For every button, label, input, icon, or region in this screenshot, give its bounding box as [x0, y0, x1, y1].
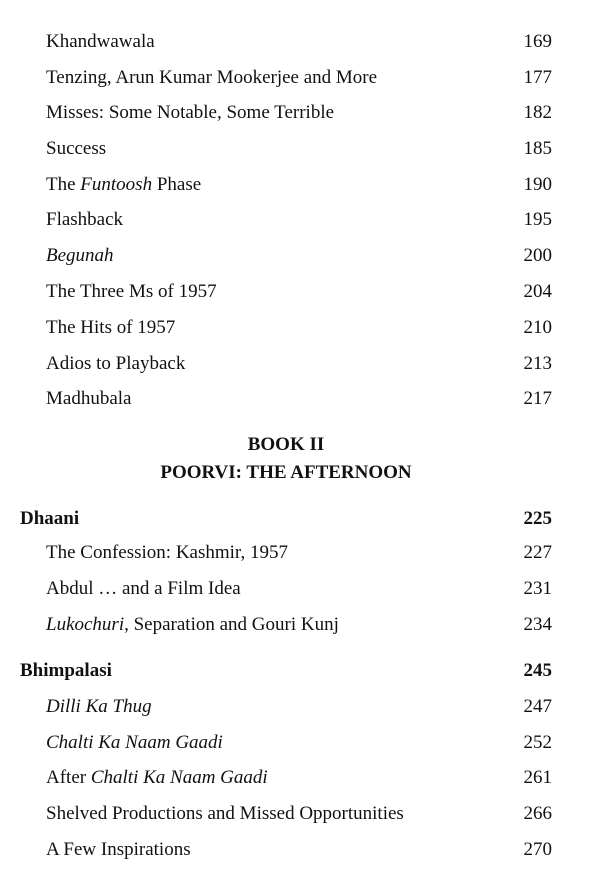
book-heading: BOOK II — [247, 434, 325, 455]
entry-title: Adios to Playback — [46, 353, 186, 374]
entry-page-number: 213 — [523, 353, 552, 374]
entry-page-number: 231 — [523, 578, 552, 599]
toc-entry — [0, 170, 600, 200]
entry-page-number: 252 — [523, 732, 552, 753]
toc-entry — [0, 63, 600, 93]
italic-film-title: Funtoosh — [80, 174, 153, 195]
toc-entry — [0, 241, 600, 271]
toc-entry — [0, 98, 600, 128]
entry-page-number: 247 — [523, 696, 552, 717]
entry-title: Abdul … and a Film Idea — [46, 578, 241, 599]
entry-title: Shelved Productions and Missed Opportunities — [46, 803, 404, 824]
toc-entry — [0, 538, 600, 568]
entry-title: Begunah — [46, 245, 114, 266]
entry-page-number: 266 — [523, 803, 552, 824]
entry-page-number: 270 — [523, 839, 552, 860]
entry-title: After Chalti Ka Naam Gaadi — [46, 767, 268, 788]
entry-title: The Funtoosh Phase — [46, 174, 202, 195]
entry-title: Lukochuri, Separation and Gouri Kunj — [46, 614, 339, 635]
entry-page-number: 261 — [523, 767, 552, 788]
section-heading-dhaani — [0, 504, 600, 534]
italic-film-title: Chalti Ka Naam Gaadi — [90, 767, 268, 788]
section-title: Bhimpalasi — [20, 660, 112, 681]
section-title: Dhaani — [20, 508, 80, 529]
toc-entry — [0, 134, 600, 164]
toc-entry — [0, 574, 600, 604]
toc-entry — [0, 610, 600, 640]
entry-page-number: 195 — [523, 209, 552, 230]
entry-page-number: 234 — [523, 614, 552, 635]
entry-page-number: 177 — [523, 67, 552, 88]
section-page-number: 245 — [523, 660, 552, 681]
entry-page-number: 217 — [523, 388, 552, 409]
toc-entry — [0, 384, 600, 414]
toc-entry — [0, 27, 600, 57]
entry-page-number: 185 — [523, 138, 552, 159]
entry-title: A Few Inspirations — [46, 839, 191, 860]
toc-entry — [0, 799, 600, 829]
entry-page-number: 200 — [523, 245, 552, 266]
entry-title: Madhubala — [46, 388, 132, 409]
entry-page-number: 190 — [523, 174, 552, 195]
toc-entry — [0, 277, 600, 307]
entry-page-number: 227 — [523, 542, 552, 563]
book-subheading: POORVI: THE AFTERNOON — [160, 462, 412, 483]
entry-page-number: 204 — [523, 281, 552, 302]
toc-entry — [0, 728, 600, 758]
toc-entry — [0, 763, 600, 793]
entry-title: Khandwawala — [46, 31, 155, 52]
section-page-number: 225 — [523, 508, 552, 529]
toc-entry — [0, 692, 600, 722]
entry-title: Flashback — [46, 209, 124, 230]
toc-entry — [0, 313, 600, 343]
toc-entry — [0, 835, 600, 865]
toc-entry — [0, 349, 600, 379]
entry-title: The Hits of 1957 — [46, 317, 176, 338]
entry-title: Dilli Ka Thug — [46, 696, 152, 717]
entry-title: Misses: Some Notable, Some Terrible — [46, 102, 335, 123]
entry-page-number: 210 — [523, 317, 552, 338]
entry-page-number: 182 — [523, 102, 552, 123]
toc-entry — [0, 205, 600, 235]
entry-title: The Three Ms of 1957 — [46, 281, 217, 302]
entry-page-number: 169 — [523, 31, 552, 52]
italic-film-title: Lukochuri — [46, 614, 125, 635]
entry-title: The Confession: Kashmir, 1957 — [46, 542, 288, 563]
entry-title: Chalti Ka Naam Gaadi — [46, 732, 223, 753]
section-heading-bhimpalasi — [0, 656, 600, 686]
entry-title: Success — [46, 138, 107, 159]
entry-title: Tenzing, Arun Kumar Mookerjee and More — [46, 67, 378, 88]
